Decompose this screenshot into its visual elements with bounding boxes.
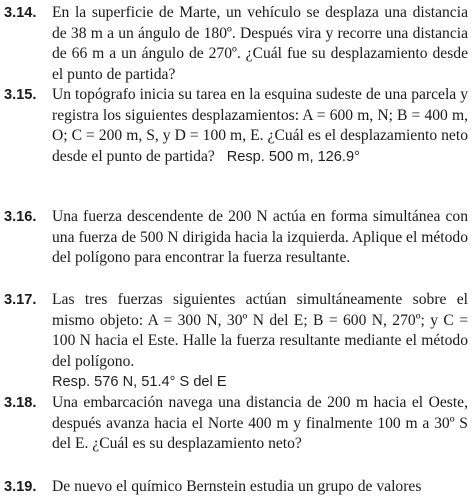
problem-number: 3.17. <box>4 292 37 308</box>
problem-number: 3.16. <box>4 209 37 225</box>
problem-statement: Una embarcación navega una distancia de 200 m hacia el Oeste, después avanza hacia el Norte 400 m y finalmente 100 m a 30º S del E. ¿Cuál es su desplazamiento neto? <box>52 394 468 453</box>
problem-3-19 <box>0 477 474 498</box>
problem-3-15 <box>0 85 474 167</box>
problem-number: 3.18. <box>4 395 37 411</box>
problem-number: 3.19. <box>4 479 37 495</box>
problem-3-17 <box>0 290 474 393</box>
problem-statement: Una fuerza descendente de 200 N actúa en forma simultánea con una fuerza de 500 N dirigida hacia la izquierda. Aplique el método del polígono para encontrar la fuerza resultante. <box>52 208 468 267</box>
problem-3-16 <box>0 207 474 269</box>
problem-number: 3.14. <box>4 5 37 21</box>
problem-statement: Un topógrafo inicia su tarea en la esquina sudeste de una parcela y registra los siguientes desplazamientos: A = 600 m, N; B = 400 m, O; C = 200 m, S, y D = 100 m, E. ¿Cuál es el desplazamiento neto desde el punto de partida? <box>52 86 468 165</box>
problem-statement: Las tres fuerzas siguientes actúan simultáneamente sobre el mismo objeto: A = 300 N, 30º N del E; B = 600 N, 270º; y C = 100 N hacia el Este. Halle la fuerza resultante mediante el método del polígono. <box>52 291 468 370</box>
problem-answer: Resp. 576 N, 51.4° S del E <box>52 374 227 391</box>
problem-answer: Resp. 500 m, 126.9° <box>226 148 360 165</box>
problem-statement: De nuevo el químico Bernstein estudia un grupo de valores <box>52 478 422 495</box>
problem-3-18 <box>0 393 474 455</box>
problem-3-14 <box>0 3 474 85</box>
problem-number: 3.15. <box>4 87 37 103</box>
problem-statement: En la superficie de Marte, un vehículo se desplaza una distancia de 38 m a un ángulo de 180º. Después vira y recorre una distancia de 66 m a un ángulo de 270º. ¿Cuál fue su desplazamiento desde el punto de partida? <box>52 4 468 83</box>
